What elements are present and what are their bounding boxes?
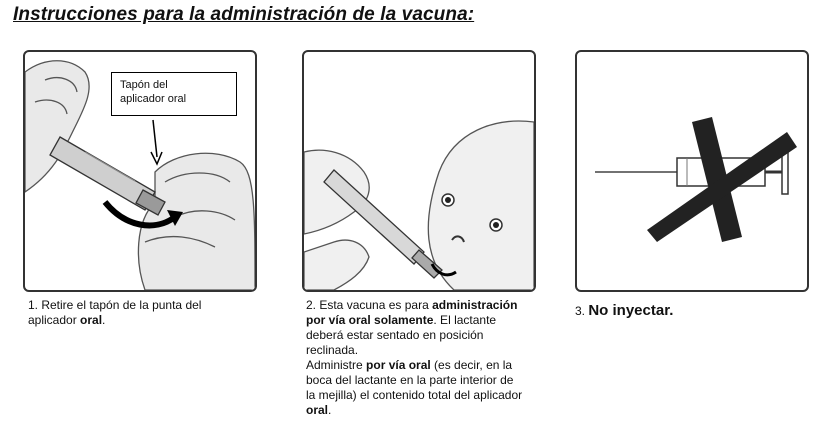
step1-caption: 1. Retire el tapón de la punta del aplicador oral. (28, 298, 202, 327)
step3-illustration-panel (575, 50, 809, 292)
page-title: Instrucciones para la administración de la vacuna: (13, 4, 475, 25)
step1-illustration-panel (23, 50, 257, 292)
applicator-cap-callout: Tapón del aplicador oral (111, 72, 237, 116)
step2-illustration-panel (302, 50, 536, 292)
baby-receiving-oral-vaccine-illustration (304, 52, 534, 290)
crossed-out-syringe-icon (577, 52, 807, 290)
step3-caption: 3. No inyectar. (575, 302, 674, 319)
step2-caption: 2. Esta vacuna es para administración por vía oral solamente. El lactante deberá estar sentado en posición reclinada. Administre por vía oral (es decir, en la boca del lactante en la parte interior de la mejilla) el contenido total del aplicador oral. (306, 298, 523, 417)
